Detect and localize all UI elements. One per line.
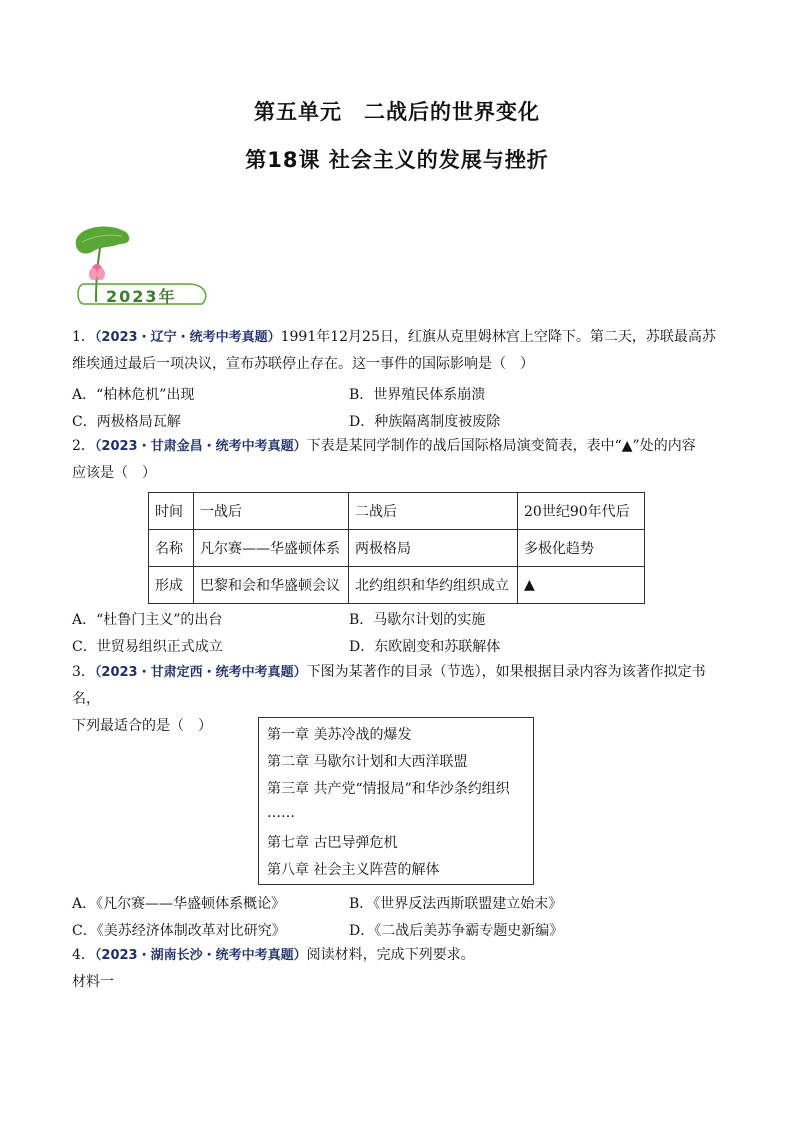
toc-item: …… (267, 805, 295, 821)
toc-item: 第二章 马歇尔计划和大西洋联盟 (267, 754, 468, 770)
q1-option-d[interactable]: D．种族隔离制度被废除 (349, 414, 501, 430)
table-cell: 名称 (149, 530, 194, 567)
source-tag: （2023・湖南长沙・统考中考真题） (94, 948, 307, 963)
q2-option-d[interactable]: D．东欧剧变和苏联解体 (349, 639, 501, 655)
table-cell: 20世纪90年代后 (518, 493, 645, 530)
q1-option-a[interactable]: A．“柏林危机”出现 (72, 387, 195, 403)
toc-item: 第一章 美苏冷战的爆发 (267, 727, 412, 743)
q2-option-a[interactable]: A．“杜鲁门主义”的出台 (72, 612, 223, 628)
table-row (149, 530, 645, 567)
q1-option-b[interactable]: B．世界殖民体系崩溃 (349, 387, 486, 403)
q2-option-c[interactable]: C．世贸易组织正式成立 (72, 639, 223, 655)
unit-title: 第五单元 二战后的世界变化 (254, 100, 540, 124)
q1-option-c[interactable]: C．两极格局瓦解 (72, 414, 181, 430)
question-3: 3．（2023・甘肃定西・统考中考真题）下图为某著作的目录（节选），如果根据目录内容为该著作拟定书名， 下列最适合的是（ ） (72, 664, 706, 734)
table-row (149, 567, 645, 604)
question-4: 4．（2023・湖南长沙・统考中考真题）阅读材料，完成下列要求。 材料一 (72, 942, 724, 996)
table-cell: ▲ (518, 567, 645, 604)
pattern-table (148, 492, 645, 604)
toc-item: 第三章 共产党“情报局”和华沙条约组织 (267, 781, 510, 797)
table-cell: 形成 (149, 567, 194, 604)
table-of-contents (258, 717, 534, 885)
table-cell: 巴黎和会和华盛顿会议 (194, 567, 349, 604)
question-1: 1．（2023・辽宁・统考中考真题）1991年12月25日，红旗从克里姆林宫上空降下。第二天，苏联最高苏 维埃通过最后一项决议，宣布苏联停止存在。这一事件的国际影响是（ ） (72, 329, 716, 372)
source-tag: （2023・甘肃金昌・统考中考真题） (94, 439, 307, 454)
table-cell: 二战后 (349, 493, 518, 530)
table-row (149, 493, 645, 530)
source-tag: （2023・辽宁・统考中考真题） (94, 330, 281, 345)
table-cell: 一战后 (194, 493, 349, 530)
table-cell: 北约组织和华约组织成立 (349, 567, 518, 604)
table-cell: 多极化趋势 (518, 530, 645, 567)
table-cell: 两极格局 (349, 530, 518, 567)
question-2: 2．（2023・甘肃金昌・统考中考真题）下表是某同学制作的战后国际格局演变简表，表中“▲”处的内容 应该是（ ） (72, 438, 696, 481)
source-tag: （2023・甘肃定西・统考中考真题） (94, 665, 307, 680)
q3-option-b[interactable]: B．《世界反法西斯联盟建立始末》 (349, 896, 563, 912)
q3-option-a[interactable]: A．《凡尔赛——华盛顿体系概论》 (72, 896, 286, 912)
q3-option-c[interactable]: C．《美苏经济体制改革对比研究》 (72, 923, 286, 939)
toc-item: 第八章 社会主义阵营的解体 (267, 862, 440, 878)
table-cell: 时间 (149, 493, 194, 530)
toc-item: 第七章 古巴导弹危机 (267, 835, 398, 851)
year-badge (70, 222, 215, 310)
material-label: 材料一 (72, 974, 114, 990)
q3-option-d[interactable]: D．《二战后美苏争霸专题史新编》 (349, 923, 564, 939)
year-label: 2023年 (106, 287, 177, 306)
q2-option-b[interactable]: B．马歇尔计划的实施 (349, 612, 486, 628)
lesson-title: 第18课 社会主义的发展与挫折 (245, 148, 549, 172)
table-cell: 凡尔赛——华盛顿体系 (194, 530, 349, 567)
